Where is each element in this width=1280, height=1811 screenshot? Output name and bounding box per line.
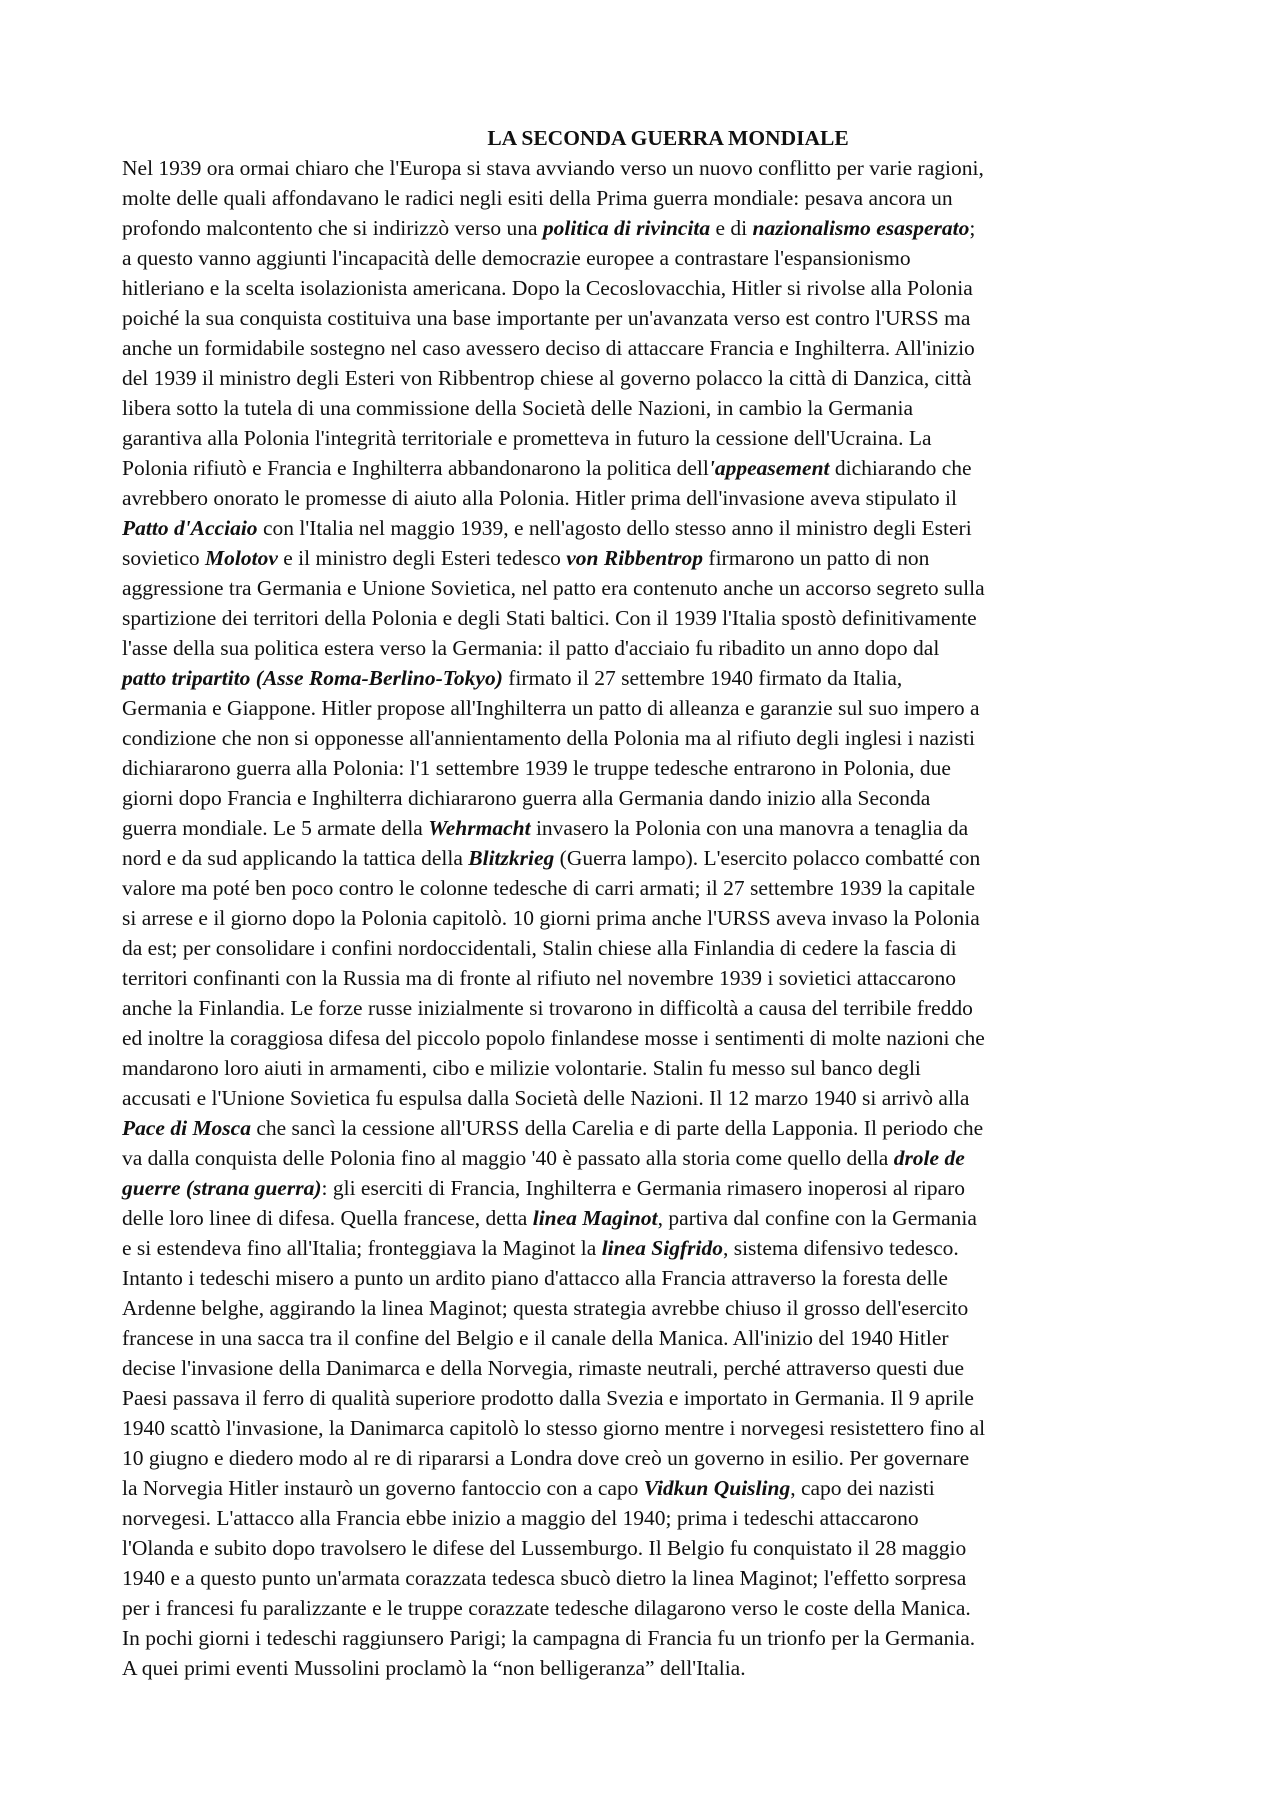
text-run: la Norvegia Hitler instaurò un governo fantoccio con a capo [122,1476,644,1500]
text-run: Paesi passava il ferro di qualità superiore prodotto dalla Svezia e importato in Germania. Il 9 aprile [122,1386,974,1410]
text-line [122,933,1174,963]
emphasized-term: politica di rivincita [542,216,711,240]
text-line [122,543,1174,573]
text-run: valore ma poté ben poco contro le colonne tedesche di carri armati; il 27 settembre 1939 la capitale [122,876,976,900]
emphasized-term: Wehrmacht [428,816,531,840]
text-line [122,1413,1174,1443]
text-line [122,1563,1174,1593]
text-line [122,723,1174,753]
text-line [122,483,1174,513]
text-run: che sancì la cessione all'URSS della Carelia e di parte della Lapponia. Il periodo che [250,1116,984,1140]
text-line [122,243,1174,273]
text-line [122,213,1174,243]
text-run: e il ministro degli Esteri tedesco [277,546,567,570]
emphasized-term: linea Maginot [532,1206,658,1230]
text-line [122,1533,1174,1563]
text-line [122,1593,1174,1623]
text-line [122,183,1174,213]
text-run: ed inoltre la coraggiosa difesa del piccolo popolo finlandese mosse i sentimenti di molte nazioni che [122,1026,985,1050]
text-line [122,153,1174,183]
emphasized-term: Vidkun Quisling [643,1476,791,1500]
text-line [122,1113,1174,1143]
text-run: , capo dei nazisti [790,1476,935,1500]
text-run: , partiva dal confine con la Germania [657,1206,977,1230]
text-run: da est; per consolidare i confini nordoccidentali, Stalin chiese alla Finlandia di cedere la fascia di [122,936,957,960]
emphasized-term: guerre (strana guerra) [122,1176,322,1200]
text-run: : gli eserciti di Francia, Inghilterra e Germania rimasero inoperosi al riparo [321,1176,966,1200]
text-line [122,693,1174,723]
text-line [122,1323,1174,1353]
text-line [122,783,1174,813]
text-run: mandarono loro aiuti in armamenti, cibo e milizie volontarie. Stalin fu messo sul banco degli [122,1056,921,1080]
text-line [122,303,1174,333]
text-run: firmarono un patto di non [703,546,930,570]
text-line [122,903,1174,933]
emphasized-term: Patto d'Acciaio [122,516,258,540]
text-run: territori confinanti con la Russia ma di fronte al rifiuto nel novembre 1939 i sovietici attaccarono [122,966,957,990]
text-line [122,1143,1174,1173]
text-line [122,1263,1174,1293]
text-run: del 1939 il ministro degli Esteri von Ribbentrop chiese al governo polacco la città di Danzica, città [122,366,972,390]
text-line [122,1443,1174,1473]
text-line [122,573,1174,603]
emphasized-term: patto tripartito (Asse Roma-Berlino-Tokyo) [122,666,503,690]
text-line [122,453,1174,483]
text-run: va dalla conquista delle Polonia fino al maggio '40 è passato alla storia come quello della [122,1146,894,1170]
text-run: Polonia rifiutò e Francia e Inghilterra abbandonarono la politica dell [122,456,709,480]
text-run: hitleriano e la scelta isolazionista americana. Dopo la Cecoslovacchia, Hitler si rivolse alla Polonia [122,276,973,300]
text-run: a questo vanno aggiunti l'incapacità delle democrazie europee a contrastare l'espansionismo [122,246,911,270]
text-run: francese in una sacca tra il confine del Belgio e il canale della Manica. All'inizio del 1940 Hitler [122,1326,949,1350]
text-line [122,1083,1174,1113]
text-line [122,1293,1174,1323]
text-run: e di [710,216,753,240]
text-run: l'asse della sua politica estera verso la Germania: il patto d'acciaio fu ribadito un anno dopo dal [122,636,940,660]
text-line [122,813,1174,843]
text-run: 1940 e a questo punto un'armata corazzata tedesca sbucò dietro la linea Maginot; l'effetto sorpresa [122,1566,967,1590]
text-run: libera sotto la tutela di una commissione della Società delle Nazioni, in cambio la Germania [122,396,914,420]
text-run: accusati e l'Unione Sovietica fu espulsa dalla Società delle Nazioni. Il 12 marzo 1940 si arrivò alla [122,1086,970,1110]
emphasized-term: Blitzkrieg [468,846,555,870]
text-run: l'Olanda e subito dopo travolsero le difese del Lussemburgo. Il Belgio fu conquistato il 28 maggio [122,1536,967,1560]
text-run: Germania e Giappone. Hitler propose all'Inghilterra un patto di alleanza e garanzie sul suo impero a [122,696,980,720]
text-run: guerra mondiale. Le 5 armate della [122,816,429,840]
text-run: invasero la Polonia con una manovra a tenaglia da [530,816,969,840]
text-line [122,1173,1174,1203]
text-run: In pochi giorni i tedeschi raggiunsero Parigi; la campagna di Francia fu un trionfo per la Germania. [122,1626,976,1650]
emphasized-term: drole de [893,1146,965,1170]
text-run: nord e da sud applicando la tattica della [122,846,469,870]
text-run: (Guerra lampo). L'esercito polacco combatté con [554,846,981,870]
document-page [122,123,1174,1683]
text-run: per i francesi fu paralizzante e le truppe corazzate tedesche dilagarono verso le coste della Manica. [122,1596,971,1620]
text-run: aggressione tra Germania e Unione Sovietica, nel patto era contenuto anche un accorso segreto sulla [122,576,985,600]
text-line [122,393,1174,423]
text-run: giorni dopo Francia e Inghilterra dichiararono guerra alla Germania dando inizio alla Seconda [122,786,931,810]
text-run: molte delle quali affondavano le radici negli esiti della Prima guerra mondiale: pesava ancora un [122,186,953,210]
document-title: LA SECONDA GUERRA MONDIALE [487,126,849,150]
emphasized-term: Molotov [205,546,278,570]
text-run: dichiararono guerra alla Polonia: l'1 settembre 1939 le truppe tedesche entrarono in Polonia, due [122,756,951,780]
text-run: Intanto i tedeschi misero a punto un ardito piano d'attacco alla Francia attraverso la foresta delle [122,1266,948,1290]
text-line [122,1623,1174,1653]
text-run: firmato il 27 settembre 1940 firmato da Italia, [502,666,903,690]
text-line [122,513,1174,543]
text-run: norvegesi. L'attacco alla Francia ebbe inizio a maggio del 1940; prima i tedeschi attaccarono [122,1506,919,1530]
text-run: ; [969,216,976,240]
text-run: 1940 scattò l'invasione, la Danimarca capitolò lo stesso giorno mentre i norvegesi resistettero fino al [122,1416,986,1440]
text-line [122,1203,1174,1233]
text-line [122,663,1174,693]
emphasized-term: Pace di Mosca [122,1116,251,1140]
text-line [122,1653,1174,1683]
text-line [122,603,1174,633]
text-run: e si estendeva fino all'Italia; fronteggiava la Maginot la [122,1236,602,1260]
text-run: con l'Italia nel maggio 1939, e nell'agosto dello stesso anno il ministro degli Esteri [257,516,972,540]
emphasized-term: 'appeasement [708,456,830,480]
text-run: garantiva alla Polonia l'integrità territoriale e prometteva in futuro la cessione dell'Ucraina. La [122,426,932,450]
text-line [122,993,1174,1023]
text-line [122,273,1174,303]
text-line [122,963,1174,993]
text-run: avrebbero onorato le promesse di aiuto alla Polonia. Hitler prima dell'invasione aveva stipulato il [122,486,957,510]
text-run: si arrese e il giorno dopo la Polonia capitolò. 10 giorni prima anche l'URSS aveva invaso la Polonia [122,906,980,930]
text-line [122,1353,1174,1383]
text-line [122,873,1174,903]
text-run: sovietico [122,546,205,570]
emphasized-term: linea Sigfrido [601,1236,723,1260]
text-run: poiché la sua conquista costituiva una base importante per un'avanzata verso est contro l'URSS ma [122,306,971,330]
emphasized-term: nazionalismo esasperato [752,216,970,240]
text-run: A quei primi eventi Mussolini proclamò la “non belligeranza” dell'Italia. [122,1656,746,1680]
emphasized-term: von Ribbentrop [566,546,704,570]
text-run: dichiarando che [829,456,972,480]
text-line [122,1473,1174,1503]
text-line [122,1233,1174,1263]
text-run: profondo malcontento che si indirizzò verso una [122,216,543,240]
text-run: decise l'invasione della Danimarca e della Norvegia, rimaste neutrali, perché attraverso questi due [122,1356,965,1380]
text-line [122,1503,1174,1533]
document-body [122,153,1174,1683]
text-line [122,423,1174,453]
text-run: 10 giugno e diedero modo al re di ripararsi a Londra dove creò un governo in esilio. Per governare [122,1446,970,1470]
text-run: Nel 1939 ora ormai chiaro che l'Europa si stava avviando verso un nuovo conflitto per varie ragioni, [122,156,984,180]
text-line [122,633,1174,663]
text-line [122,333,1174,363]
text-line [122,363,1174,393]
text-line [122,1023,1174,1053]
text-run: anche un formidabile sostegno nel caso avessero deciso di attaccare Francia e Inghilterra. All'inizio [122,336,975,360]
text-run: delle loro linee di difesa. Quella francese, detta [122,1206,533,1230]
text-run: condizione che non si opponesse all'annientamento della Polonia ma al rifiuto degli inglesi i nazisti [122,726,975,750]
text-run: , sistema difensivo tedesco. [722,1236,959,1260]
text-line [122,753,1174,783]
text-run: spartizione dei territori della Polonia e degli Stati baltici. Con il 1939 l'Italia spostò definitivamente [122,606,977,630]
text-line [122,1053,1174,1083]
text-line [122,1383,1174,1413]
text-line [122,843,1174,873]
text-run: anche la Finlandia. Le forze russe inizialmente si trovarono in difficoltà a causa del terribile freddo [122,996,973,1020]
text-run: Ardenne belghe, aggirando la linea Maginot; questa strategia avrebbe chiuso il grosso dell'esercito [122,1296,969,1320]
